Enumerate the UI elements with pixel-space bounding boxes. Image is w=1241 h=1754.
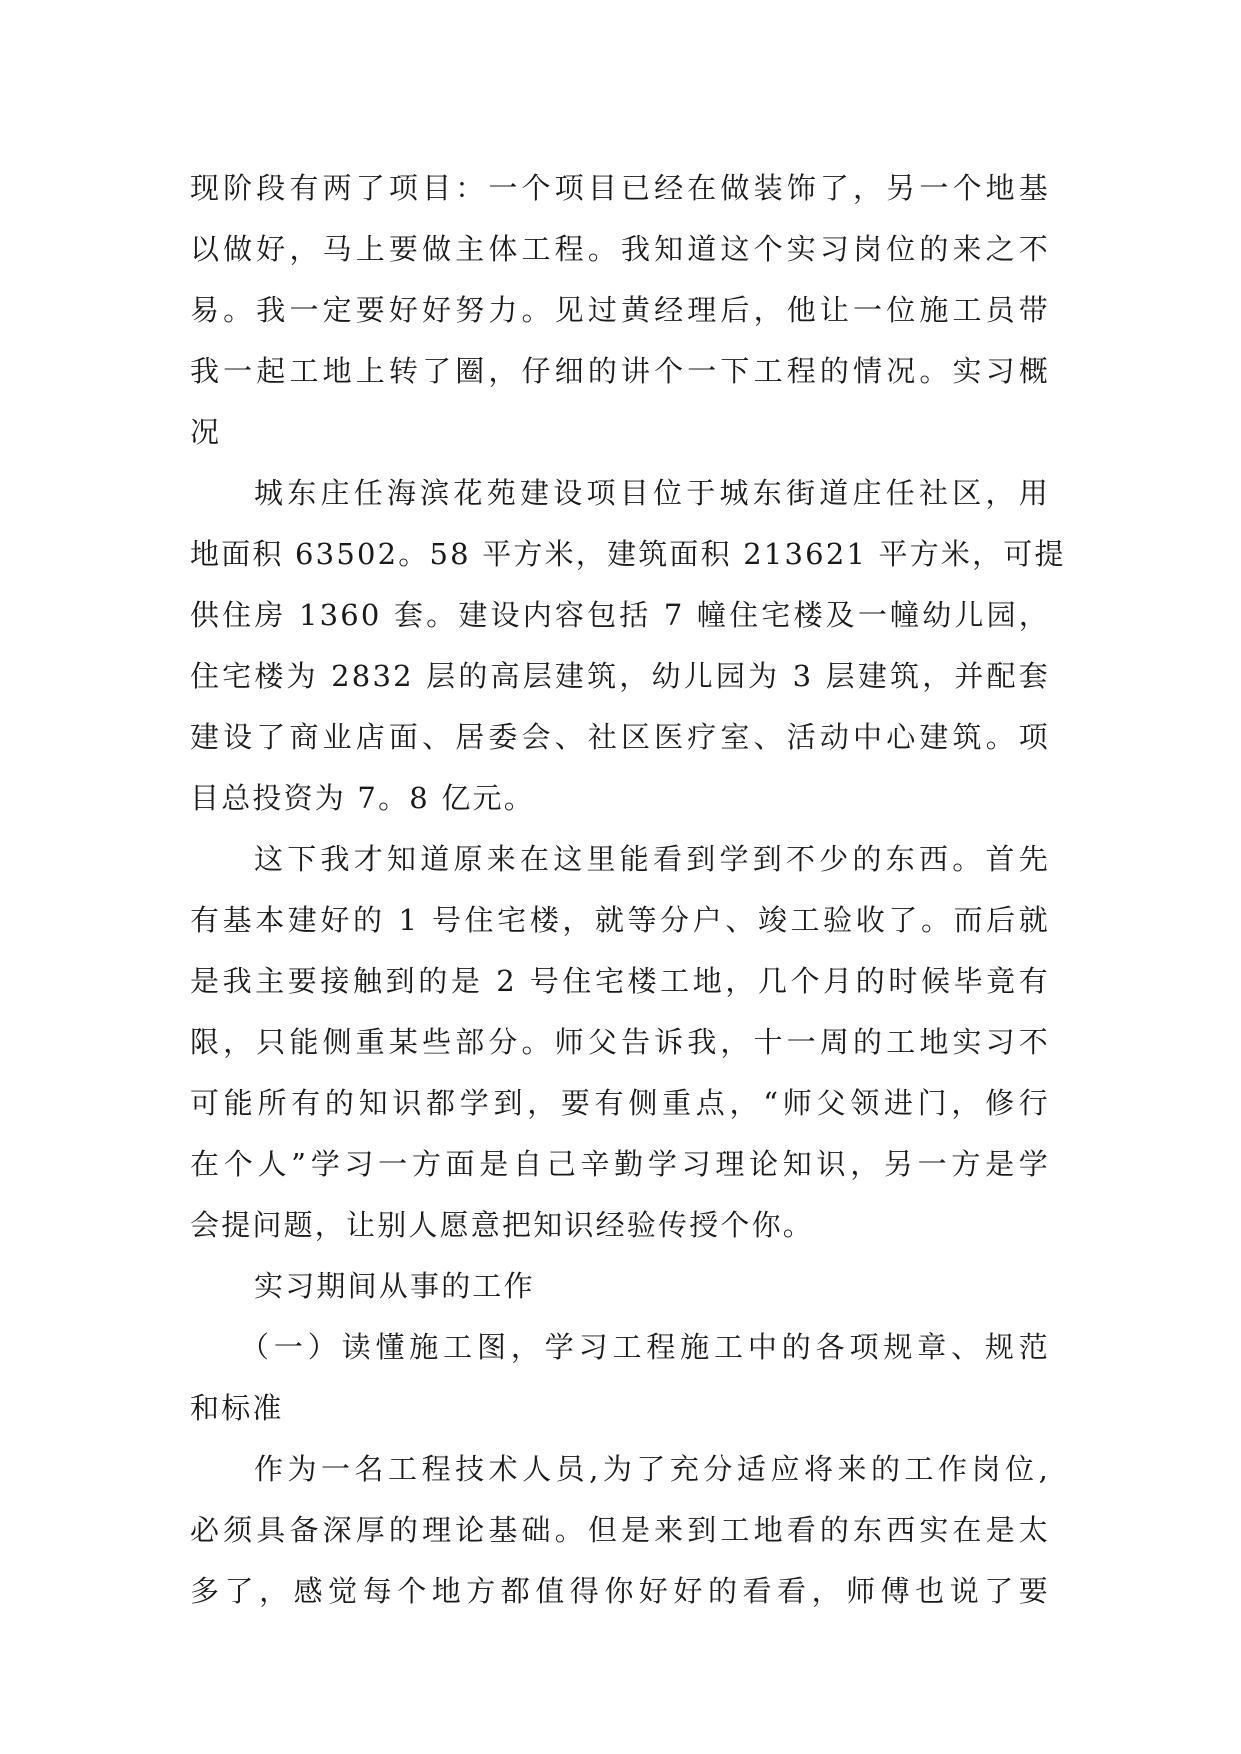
text-line: 住宅楼为 2832 层的高层建筑，幼儿园为 3 层建筑，并配套 — [190, 659, 1050, 693]
text-line: 以做好，马上要做主体工程。我知道这个实习岗位的来之不 — [190, 232, 1050, 266]
text-line: 有基本建好的 1 号住宅楼，就等分户、竣工验收了。而后就 — [190, 903, 1050, 937]
text-line: 可能所有的知识都学到，要有侧重点，“师父领进门，修行 — [190, 1086, 1050, 1120]
text-line: 况 — [190, 415, 222, 449]
text-line: 会提问题，让别人愿意把知识经验传授个你。 — [190, 1208, 815, 1242]
text-line: 我一起工地上转了圈，仔细的讲个一下工程的情况。实习概 — [190, 354, 1050, 388]
subsection-heading: （一）读懂施工图，学习工程施工中的各项规章、规范 — [240, 1330, 1050, 1364]
section-heading: 实习期间从事的工作 — [254, 1269, 535, 1303]
text-line: 建设了商业店面、居委会、社区医疗室、活动中心建筑。项 — [190, 720, 1050, 754]
document-body — [190, 158, 1066, 1622]
text-line: 是我主要接触到的是 2 号住宅楼工地，几个月的时候毕竟有 — [190, 964, 1050, 998]
paragraph-first-line: 作为一名工程技术人员,为了充分适应将来的工作岗位, — [254, 1452, 1050, 1486]
text-line: 目总投资为 7。8 亿元。 — [190, 781, 535, 815]
paragraph-first-line: 这下我才知道原来在这里能看到学到不少的东西。首先 — [254, 842, 1050, 876]
text-line: 多了，感觉每个地方都值得你好好的看看，师傅也说了要 — [190, 1574, 1050, 1608]
text-line: 现阶段有两了项目：一个项目已经在做装饰了，另一个地基 — [190, 171, 1050, 205]
text-line: 在个人”学习一方面是自己辛勤学习理论知识，另一方是学 — [190, 1147, 1050, 1181]
text-line: 易。我一定要好好努力。见过黄经理后，他让一位施工员带 — [190, 293, 1050, 327]
paragraph-first-line: 城东庄任海滨花苑建设项目位于城东街道庄任社区，用 — [254, 476, 1050, 510]
text-line: 供住房 1360 套。建设内容包括 7 幢住宅楼及一幢幼儿园， — [190, 598, 1050, 632]
text-line: 限，只能侧重某些部分。师父告诉我，十一周的工地实习不 — [190, 1025, 1050, 1059]
subsection-heading-continuation: 和标准 — [190, 1391, 284, 1425]
text-line: 地面积 63502。58 平方米，建筑面积 213621 平方米，可提 — [190, 537, 1066, 571]
text-line: 必须具备深厚的理论基础。但是来到工地看的东西实在是太 — [190, 1513, 1050, 1547]
